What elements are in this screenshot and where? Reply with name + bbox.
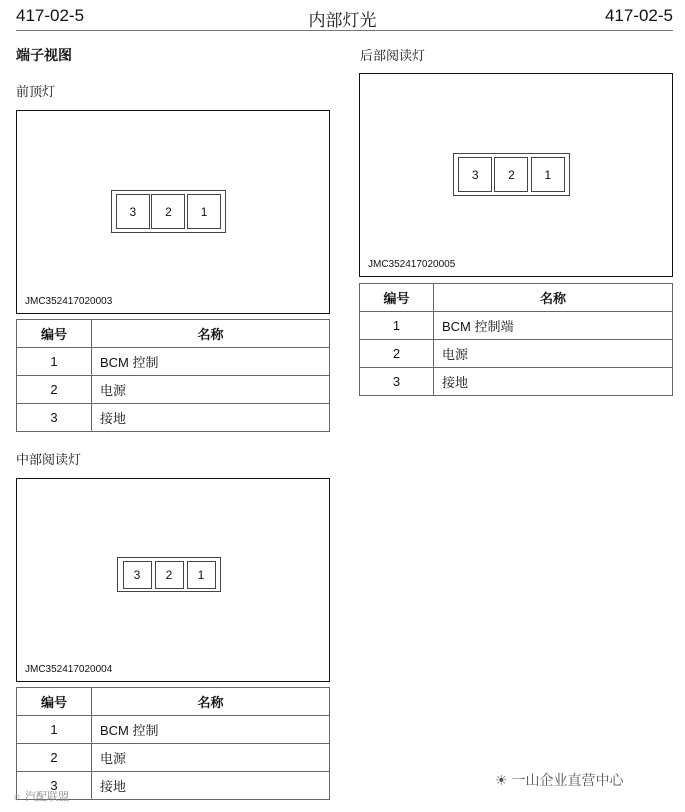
connector (117, 557, 221, 592)
section-title: 端子视图 (16, 47, 72, 63)
pin-2: 2 (494, 157, 528, 192)
pin-function: 电源 (434, 340, 673, 368)
pin-function: BCM 控制 (92, 716, 330, 744)
table-row (17, 404, 330, 432)
pin-number: 2 (17, 376, 92, 404)
pin-number: 2 (17, 744, 92, 772)
pin-3: 3 (458, 157, 492, 192)
pin-function: BCM 控制 (92, 348, 330, 376)
middle-lamp-title: 中部阅读灯 (16, 452, 82, 467)
front-lamp-title: 前顶灯 (16, 84, 56, 99)
pin-number: 1 (17, 716, 92, 744)
connector (111, 190, 226, 233)
figure-id: JMC352417020003 (25, 296, 113, 307)
pin-1: 1 (187, 561, 216, 589)
pin-3: 3 (123, 561, 152, 589)
pin-function: 接地 (434, 368, 673, 396)
pin-function: 接地 (92, 772, 330, 800)
rear-lamp-pin-table (359, 283, 673, 396)
watermark-logo-icon: ☀ (495, 772, 508, 788)
middle-lamp-pin-table (16, 687, 330, 800)
column-header-name: 名称 (434, 284, 673, 312)
table-row (17, 348, 330, 376)
table-row (360, 340, 673, 368)
figure-id: JMC352417020004 (25, 664, 113, 675)
pin-number: 3 (360, 368, 434, 396)
column-header-number: 编号 (360, 284, 434, 312)
table-row (17, 376, 330, 404)
table-row (360, 368, 673, 396)
table-header-row (360, 284, 673, 312)
pin-2: 2 (155, 561, 184, 589)
pin-number: 2 (360, 340, 434, 368)
column-header-number: 编号 (17, 688, 92, 716)
column-header-name: 名称 (92, 688, 330, 716)
connector (453, 153, 570, 196)
figure-id: JMC352417020005 (368, 259, 456, 270)
column-header-name: 名称 (92, 320, 330, 348)
page-number-left: 417-02-5 (16, 6, 85, 25)
pin-3: 3 (116, 194, 150, 229)
pin-2: 2 (151, 194, 185, 229)
page-number-right: 417-02-5 (604, 6, 673, 25)
watermark-logo-icon: ☼ (12, 791, 23, 803)
pin-number: 1 (360, 312, 434, 340)
pin-number: 1 (17, 348, 92, 376)
watermark-right (495, 770, 623, 790)
page-title: 内部灯光 (308, 11, 377, 30)
table-row (360, 312, 673, 340)
column-header-number: 编号 (17, 320, 92, 348)
header-rule (16, 30, 673, 31)
table-header-row (17, 688, 330, 716)
watermark-left-text: 汽配联盟 (25, 791, 70, 803)
pin-1: 1 (187, 194, 221, 229)
front-lamp-diagram (16, 110, 330, 314)
pin-function: 接地 (92, 404, 330, 432)
pin-function: 电源 (92, 376, 330, 404)
rear-lamp-title: 后部阅读灯 (360, 48, 426, 63)
pin-1: 1 (531, 157, 565, 192)
table-row (17, 716, 330, 744)
pin-function: 电源 (92, 744, 330, 772)
table-header-row (17, 320, 330, 348)
pin-number: 3 (17, 404, 92, 432)
pin-function: BCM 控制端 (434, 312, 673, 340)
rear-lamp-diagram (359, 73, 673, 277)
middle-lamp-diagram (16, 478, 330, 682)
watermark-right-text: 一山企业直营中心 (511, 772, 624, 788)
front-lamp-pin-table (16, 319, 330, 432)
pin-number: 3 (17, 772, 92, 800)
watermark-left (12, 788, 69, 804)
table-row (17, 744, 330, 772)
